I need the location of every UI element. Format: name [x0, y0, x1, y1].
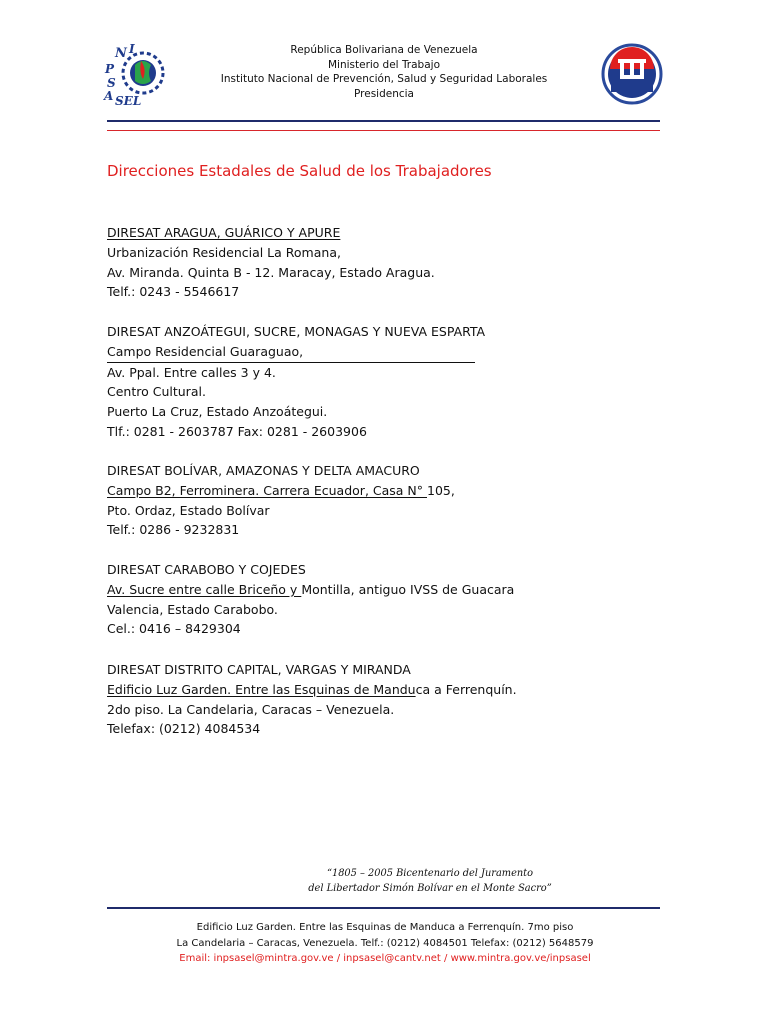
- letterhead-line-ministry: Ministerio del Trabajo: [327, 58, 441, 71]
- footer-contacts: Email: inpsasel@mintra.gov.ve / inpsasel@cantv.net / www.mintra.gov.ve/inpsasel: [179, 953, 591, 964]
- diresat-bolivar-line-1-underlined: Campo B2, Ferrominera. Carrera Ecuador, Casa N°: [107, 482, 427, 498]
- quote-line-2: del Libertador Simón Bolívar en el Monte Sacro”: [308, 883, 552, 894]
- diresat-carabobo-line-1-underlined: Av. Sucre entre calle Briceño y: [107, 581, 302, 597]
- header-rule-red: [107, 130, 660, 131]
- svg-text:S: S: [107, 76, 116, 90]
- diresat-carabobo-line-2: Valencia, Estado Carabobo.: [107, 601, 278, 617]
- diresat-carabobo-line-1-rest: Montilla, antiguo IVSS de Guacara: [301, 581, 515, 597]
- diresat-anzoategui-heading: DIRESAT ANZOÁTEGUI, SUCRE, MONAGAS Y NUEVA ESPARTA: [107, 324, 486, 339]
- diresat-capital-line-1-rest: ca a Ferrenquín.: [415, 681, 517, 697]
- diresat-anzoategui-line-3: Centro Cultural.: [107, 384, 206, 400]
- letterhead: [180, 43, 588, 101]
- diresat-capital-line-1-underlined: Edificio Luz Garden. Entre las Esquinas de Mandu: [107, 681, 416, 697]
- svg-text:N: N: [115, 46, 127, 61]
- diresat-bolivar-line-2: Pto. Ordaz, Estado Bolívar: [107, 502, 270, 518]
- inpsasel-logo: [101, 43, 167, 107]
- diresat-aragua-heading: DIRESAT ARAGUA, GUÁRICO Y APURE: [107, 225, 341, 240]
- footer-phones: La Candelaria – Caracas, Venezuela. Telf.: (0212) 4084501 Telefax: (0212) 5648579: [176, 937, 594, 949]
- diresat-anzoategui-block: [107, 322, 485, 442]
- diresat-carabobo-block: [107, 560, 514, 639]
- footer-rule-blue: [107, 907, 660, 909]
- diresat-bolivar-heading: DIRESAT BOLÍVAR, AMAZONAS Y DELTA AMACURO: [107, 463, 420, 478]
- diresat-capital-line-2: 2do piso. La Candelaria, Caracas – Venezuela.: [107, 701, 395, 717]
- diresat-capital-block: [107, 660, 517, 739]
- svg-text:P: P: [105, 62, 115, 76]
- diresat-bolivar-line-1-rest: 105,: [427, 482, 455, 498]
- letterhead-line-institute: Instituto Nacional de Prevención, Salud y Seguridad Laborales: [220, 73, 548, 85]
- svg-text:A: A: [104, 89, 114, 103]
- diresat-bolivar-block: [107, 461, 455, 540]
- diresat-anzoategui-line-1: Campo Residencial Guaraguao,: [107, 342, 475, 363]
- diresat-carabobo-heading: DIRESAT CARABOBO Y COJEDES: [107, 562, 306, 577]
- diresat-aragua-line-2: Av. Miranda. Quinta B - 12. Maracay, Estado Aragua.: [107, 264, 435, 280]
- svg-text:I: I: [129, 43, 135, 56]
- diresat-anzoategui-line-2: Av. Ppal. Entre calles 3 y 4.: [107, 364, 276, 380]
- page-title: Direcciones Estadales de Salud de los Trabajadores: [107, 162, 492, 180]
- bicentennial-quote: [180, 866, 680, 896]
- footer: [120, 920, 650, 967]
- diresat-anzoategui-line-4: Puerto La Cruz, Estado Anzoátegui.: [107, 404, 328, 420]
- diresat-carabobo-phone: Cel.: 0416 – 8429304: [107, 621, 241, 637]
- quote-line-1: “1805 – 2005 Bicentenario del Juramento: [326, 868, 534, 879]
- diresat-aragua-line-1: Urbanización Residencial La Romana,: [107, 244, 341, 260]
- svg-text:SEL: SEL: [115, 94, 142, 107]
- diresat-capital-phone: Telefax: (0212) 4084534: [107, 721, 261, 737]
- footer-address: Edificio Luz Garden. Entre las Esquinas de Manduca a Ferrenquín. 7mo piso: [196, 922, 574, 933]
- diresat-aragua-block: [107, 223, 435, 302]
- diresat-bolivar-phone: Telf.: 0286 - 9232831: [107, 522, 240, 538]
- diresat-anzoategui-phone: Tlf.: 0281 - 2603787 Fax: 0281 - 2603906: [107, 423, 367, 439]
- ministry-logo: [601, 43, 663, 105]
- diresat-capital-heading: DIRESAT DISTRITO CAPITAL, VARGAS Y MIRANDA: [107, 662, 411, 677]
- letterhead-line-presidency: Presidencia: [354, 87, 414, 100]
- letterhead-line-republic: República Bolivariana de Venezuela: [290, 44, 478, 56]
- diresat-aragua-phone: Telf.: 0243 - 5546617: [107, 284, 240, 300]
- header-rule-blue: [107, 120, 660, 122]
